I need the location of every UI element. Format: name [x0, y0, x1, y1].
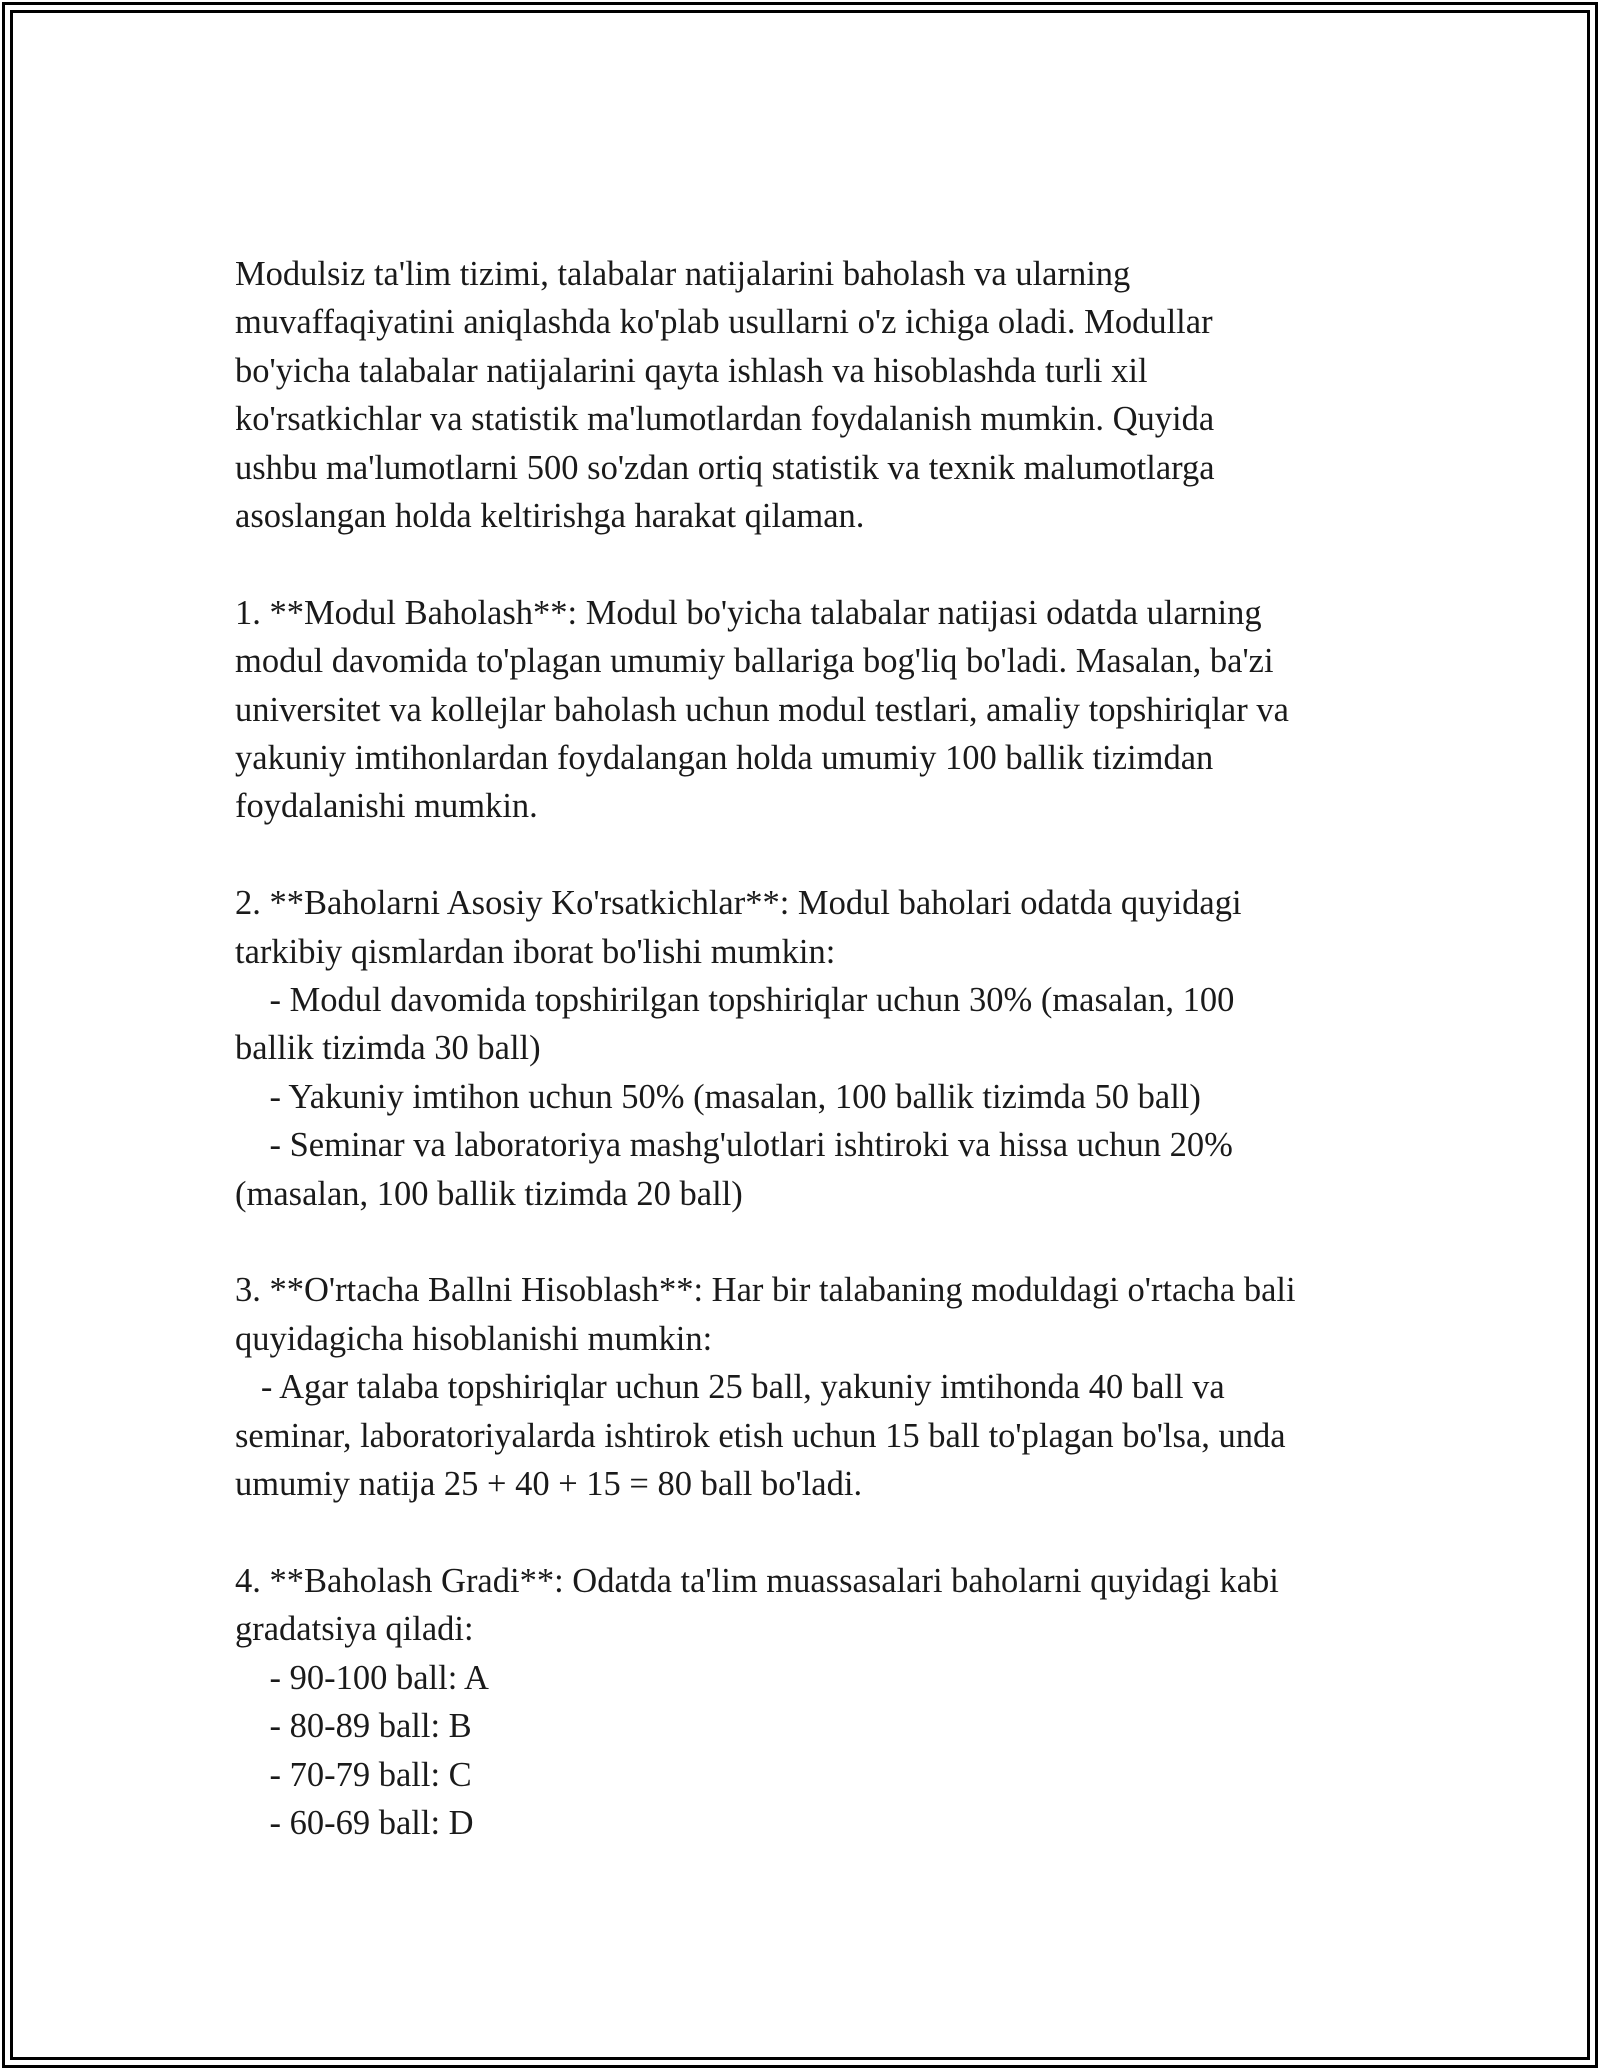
list-item: - 60-69 ball: D [235, 1803, 474, 1842]
section-heading-line: 3. **O'rtacha Ballni Hisoblash**: Har bir talabaning moduldagi o'rtacha bali [235, 1271, 1296, 1310]
text-line: foydalanishi mumkin. [235, 787, 538, 826]
text-line: ushbu ma'lumotlarni 500 so'zdan ortiq statistik va texnik malumotlarga [235, 448, 1215, 487]
text-line: bo'yicha talabalar natijalarini qayta ishlash va hisoblashda turli xil [235, 351, 1148, 390]
text-line: gradatsiya qiladi: [235, 1610, 474, 1649]
text-line: tarkibiy qismlardan iborat bo'lishi mumkin: [235, 932, 836, 971]
section-heading-line: 1. **Modul Baholash**: Modul bo'yicha talabalar natijasi odatda ularning [235, 593, 1262, 632]
section-asosiy-korsatkichlar [235, 879, 1415, 1218]
section-baholash-gradi [235, 1557, 1415, 1847]
text-line: modul davomida to'plagan umumiy ballariga bog'liq bo'ladi. Masalan, ba'zi [235, 642, 1274, 681]
text-line: umumiy natija 25 + 40 + 15 = 80 ball bo'ladi. [235, 1465, 863, 1504]
text-line: Modulsiz ta'lim tizimi, talabalar natijalarini baholash va ularning [235, 255, 1131, 293]
list-item: - Seminar va laboratoriya mashg'ulotlari ishtiroki va hissa uchun 20% [235, 1126, 1233, 1165]
list-item: - Yakuniy imtihon uchun 50% (masalan, 100 ballik tizimda 50 ball) [235, 1077, 1201, 1116]
text-line: ko'rsatkichlar va statistik ma'lumotlardan foydalanish mumkin. Quyida [235, 400, 1215, 439]
text-line: muvaffaqiyatini aniqlashda ko'plab usullarni o'z ichiga oladi. Modullar [235, 303, 1213, 342]
list-item: - Modul davomida topshirilgan topshiriqlar uchun 30% (masalan, 100 [235, 981, 1235, 1020]
list-item: - 90-100 ball: A [235, 1658, 489, 1697]
text-line: ballik tizimda 30 ball) [235, 1029, 541, 1068]
list-item: - 80-89 ball: B [235, 1707, 472, 1746]
list-item: - Agar talaba topshiriqlar uchun 25 ball, yakuniy imtihonda 40 ball va [235, 1368, 1225, 1407]
section-ortacha-ball [235, 1266, 1415, 1508]
text-line: (masalan, 100 ballik tizimda 20 ball) [235, 1174, 743, 1213]
section-heading-line: 4. **Baholash Gradi**: Odatda ta'lim muassasalari baholarni quyidagi kabi [235, 1561, 1279, 1600]
section-modul-baholash [235, 589, 1415, 831]
intro-paragraph [235, 250, 1415, 540]
text-line: asoslangan holda keltirishga harakat qilaman. [235, 497, 865, 536]
section-heading-line: 2. **Baholarni Asosiy Ko'rsatkichlar**: Modul baholari odatda quyidagi [235, 884, 1242, 923]
document-body [235, 250, 1415, 1896]
text-line: quyidagicha hisoblanishi mumkin: [235, 1319, 713, 1358]
text-line: yakuniy imtihonlardan foydalangan holda umumiy 100 ballik tizimdan [235, 739, 1214, 778]
text-line: seminar, laboratoriyalarda ishtirok etish uchun 15 ball to'plagan bo'lsa, unda [235, 1416, 1286, 1455]
text-line: universitet va kollejlar baholash uchun modul testlari, amaliy topshiriqlar va [235, 690, 1289, 729]
list-item: - 70-79 ball: C [235, 1755, 472, 1794]
